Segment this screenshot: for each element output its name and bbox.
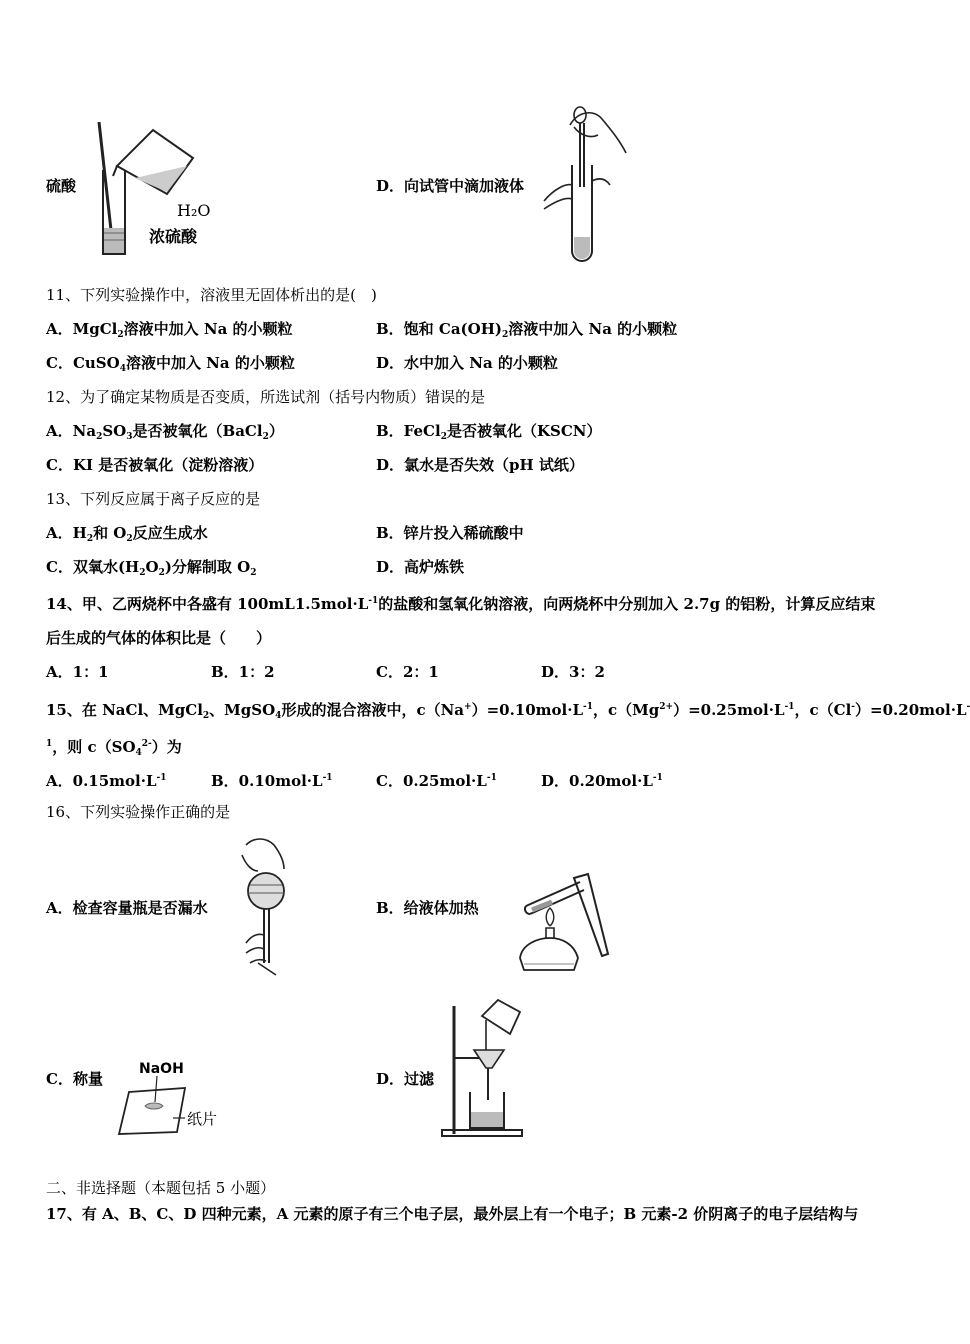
volumetric-flask-figure xyxy=(236,835,296,977)
q12-option-a: A．$Na_2SO_3$是否被氧化（BaCl$_2$） xyxy=(46,422,284,442)
q14-option-a: A．1：1 xyxy=(46,663,109,681)
section-two-title: 二、非选择题（本题包括 5 小题） xyxy=(46,1179,276,1197)
q11-option-c: C．CuSO$_4$溶液中加入 Na 的小颗粒 xyxy=(46,354,295,374)
q15-option-b: B．$0.10mol\cdot L^{-1}$ xyxy=(211,772,333,790)
option-c-label: 硫酸 xyxy=(46,177,77,195)
dropper-figure xyxy=(540,105,630,265)
q14-option-b: B．1：2 xyxy=(211,663,275,681)
q11-option-d: D．水中加入 Na 的小颗粒 xyxy=(376,354,558,372)
q16-option-d: D．过滤 xyxy=(376,1070,435,1088)
q14-option-d: D．3：2 xyxy=(541,663,605,681)
q12-option-c: C．KI 是否被氧化（淀粉溶液） xyxy=(46,456,264,474)
q15-option-a: A．$0.15mol\cdot L^{-1}$ xyxy=(46,772,167,790)
q11-option-b: B．饱和 $Ca(OH)_2$溶液中加入 Na 的小颗粒 xyxy=(376,320,678,340)
naoh-label: NaOH xyxy=(139,1061,184,1077)
q16-option-b: B．给液体加热 xyxy=(376,899,479,917)
q16-option-c: C．称量 xyxy=(46,1070,103,1088)
q15-option-d: D．$0.20mol\cdot L^{-1}$ xyxy=(541,772,663,790)
q12-option-b: B．FeCl$_2$是否被氧化（KSCN） xyxy=(376,422,602,442)
q13-stem: 13、下列反应属于离子反应的是 xyxy=(46,490,261,508)
q14-stem-line1: 14、甲、乙两烧杯中各盛有 $100mL1.5mol\cdot L^{-1}$的盐酸和氢氧化钠溶液，向两烧杯中分别加入 2.7g 的铝粉，计算反应结束 xyxy=(46,595,876,613)
weighing-figure xyxy=(115,1058,225,1138)
q13-option-a: A．$H_2$和 $O_2$反应生成水 xyxy=(46,524,208,544)
q15-stem-line1: 15、在 NaCl、MgCl$_2$、MgSO$_4$形成的混合溶液中，$c(Na^+)=0.10mol\cdot L^{-1}$，$c(Mg^{2+})=0.25mol\cdot L^{-1}$，c（Cl-）=0.20mol·L- xyxy=(46,701,970,721)
q14-option-c: C．2：1 xyxy=(376,663,439,681)
q15-option-c: C．$0.25mol\cdot L^{-1}$ xyxy=(376,772,497,790)
q17-stem: 17、有 A、B、C、D 四种元素，A 元素的原子有三个电子层，最外层上有一个电子；B 元素-2 价阴离子的电子层结构与 xyxy=(46,1205,859,1223)
q12-stem: 12、为了确定某物质是否变质，所选试剂（括号内物质）错误的是 xyxy=(46,388,486,406)
q13-option-c: C．双氧水$(H_2O_2)$分解制取 $O_2$ xyxy=(46,558,257,578)
option-d-dropper: D．向试管中滴加液体 xyxy=(376,177,525,195)
heating-liquid-figure xyxy=(508,872,618,974)
q13-option-b: B．锌片投入稀硫酸中 xyxy=(376,524,524,542)
q11-option-a: A．MgCl$_2$溶液中加入 Na 的小颗粒 xyxy=(46,320,293,340)
q13-option-d: D．高炉炼铁 xyxy=(376,558,465,576)
paper-label: 纸片 xyxy=(187,1110,218,1128)
dilution-figure xyxy=(95,118,230,258)
h2o-label: H₂O xyxy=(177,201,211,220)
concentrated-acid-label: 浓硫酸 xyxy=(149,227,198,246)
q16-stem: 16、下列实验操作正确的是 xyxy=(46,803,231,821)
q14-stem-line2: 后生成的气体的体积比是（ ） xyxy=(46,629,272,647)
q11-stem: 11、下列实验操作中，溶液里无固体析出的是( ) xyxy=(46,286,377,304)
q16-option-a: A．检查容量瓶是否漏水 xyxy=(46,899,208,917)
q12-option-d: D．氯水是否失效（pH 试纸） xyxy=(376,456,584,474)
q15-stem-line2: $^1$，则 $c(SO_4^{2-})$为 xyxy=(46,738,182,758)
filtration-figure xyxy=(440,996,530,1140)
